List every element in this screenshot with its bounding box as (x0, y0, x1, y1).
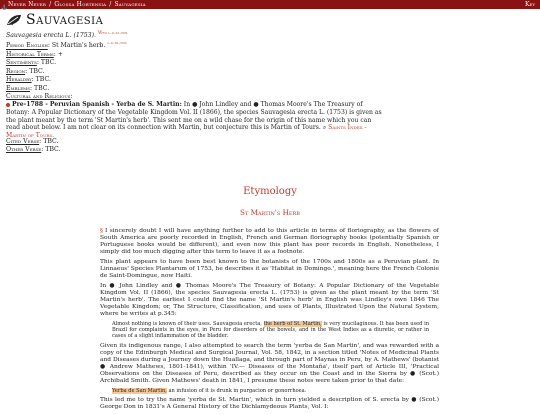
paragraph-anchor-icon[interactable]: § (100, 228, 103, 234)
period-line (6, 40, 386, 50)
qr-icon: ⌕ (322, 124, 327, 132)
quote-text: an infusion of it is drunk in purgacion or gonorrhoea. (166, 387, 307, 394)
paragraph: This plant appears to have been best known to the botanists of the 1700s and 1800s as a Peruvian plant. In Linnaeus' Species Plantarum of 1753, he describes it as 'Habitat in Domingo.', meaning here the French Colonie de Saint-Domingue, now Haiti. (100, 259, 439, 279)
heraldry-line (6, 76, 386, 84)
breadcrumb-sauvagesia[interactable]: Sauvagesia (114, 1, 146, 8)
highlighted-text: Yerba de San Martin, (112, 387, 167, 394)
cited-verse-line (6, 138, 61, 146)
historical-value: : + (53, 50, 63, 58)
etymology-heading: Etymology (243, 186, 297, 197)
binomial-note[interactable]: Wfo l.u.sl.tos (97, 31, 128, 36)
quote-text: Almost nothing is known of their uses. Sauvagesia erecta, (112, 321, 264, 327)
sentiments-value: : TBC. (36, 59, 57, 67)
historical-line (6, 51, 386, 59)
anchor-icon: ⚓ (1, 5, 8, 11)
breadcrumb: Never Never / Glossa Hortensia / Sauvagesia (8, 1, 146, 8)
period-value: : St Martin's herb. (47, 42, 106, 50)
sentiments-line (6, 59, 386, 67)
paragraph (100, 228, 439, 256)
emblems-line (6, 85, 386, 93)
key-link[interactable]: Key (524, 1, 535, 8)
blockquote (112, 388, 429, 394)
other-verse-label[interactable]: Other Verse (6, 146, 42, 154)
binomial-line (6, 30, 386, 40)
heraldry-value: : TBC. (31, 76, 51, 84)
period-label[interactable]: Period English (6, 42, 48, 50)
heraldry-label[interactable]: Heraldry (6, 76, 32, 84)
binomial: Sauvagesia erecta L. (1753). (6, 32, 97, 40)
entry-lead: Pre-1788 - Peruvian Spanish - Yerba de S. Martin: (12, 101, 182, 108)
cited-verse-value: : TBC. (39, 138, 59, 145)
sentiments-label[interactable]: Sentiments (6, 59, 37, 67)
page-header (6, 11, 406, 29)
verse-section (6, 138, 61, 155)
etymology-body (100, 228, 439, 414)
entry-bullet-icon (6, 103, 10, 107)
saints-index-link[interactable]: Saints Index - Martin of Tours. (6, 124, 367, 140)
highlighted-text: the herb of St. Martin, (263, 321, 322, 327)
emblems-label[interactable]: Emblems (6, 84, 30, 92)
blockquote (112, 321, 429, 340)
entry-block (6, 101, 382, 140)
breadcrumb-never-never[interactable]: Never Never (8, 1, 47, 8)
paragraph: In ● John Lindley and ● Thomas Moore's The Treasury of Botany: A Popular Dictionary of the Vegetable Kingdom Vol. II (1866), the species Sauvagesia erecta L. (1753) is given as the plant meant by the term 'St Martin's herb'. The earliest I could find the name 'St Martin's herb' in English was Lindley's own 1846 The Vegetable Kingdom; or, The Structure, Classification, and uses of Plants, Illustrated Upon the Natural System, where he writes at p.345: (100, 283, 439, 317)
period-note[interactable]: l.u.sl.tos (107, 41, 127, 47)
historical-label[interactable]: Historical Terms (6, 50, 54, 58)
other-verse-value: : TBC. (41, 146, 61, 154)
region-value: : TBC. (25, 67, 45, 75)
etymology-subheading: St Martin's Herb (240, 208, 300, 217)
paragraph-text: I sincerely doubt I will have anything further to add to this article in terms of floriography, as the flowers of South America are poorly recorded in English, French and German floriography books (potentially Spanish or Portuguese books would be different), and even now this plant has poor records in English. Nonetheless, I simply did too much digging after this term to leave it as a footnote. (100, 228, 439, 255)
entry-text: In ● John Lindley and ● Thomas Moore's The Treasury of Botany: A Popular Dictionary of the Vegetable Kingdom Vol. II (1866), the species Sauvagesia erecta L. (1753) is given as the plant meant by the term 'St Martin's herb'. This sent me on a wild chase for the origin of this name which you can read about below. I am not clear on its connection with Martin, but conjecture this is Martin of Tours. (6, 101, 382, 132)
other-verse-line (6, 146, 61, 154)
paragraph: This led me to try the name 'yerba de St. Martin', which in turn yielded a description of S. erecta by ● (Scot.) George Don in 1831's A General History of the Dichlamydeous Plants, Vol. I: (100, 396, 439, 410)
meta-section (6, 30, 386, 101)
cultural-label[interactable]: Cultural and Religious (6, 92, 71, 100)
region-line (6, 68, 386, 76)
emblems-value: : TBC. (29, 84, 50, 92)
region-label[interactable]: Region (6, 67, 26, 75)
page-title: Sauvagesia (26, 12, 104, 28)
cultural-value: : (70, 92, 73, 100)
breadcrumb-glossa-hortensia[interactable]: Glossa Hortensia (54, 1, 107, 8)
cited-verse-label[interactable]: Cited Verse (6, 138, 40, 145)
leaf-logo-icon (6, 14, 22, 26)
top-nav-bar (0, 0, 540, 9)
paragraph: Given its indigenous range, I also attempted to search the term 'yerba de San Martin', and was rewarded with a copy of the Edinburgh Medical and Surgical Journal, Vol. 58, 1842, in a section titled 'Notes of Medicinal Plants and Diseases during a Journey down the Huallaga, and through part of Maynas in Peru, by A. Mathews' (botanist ● Andrew Mathews, 1801-1841), within 'IV.— Diseases of the Montaña', itself part of Article III, 'Practical Observations on the Diseases of Peru, described as they occur on the Coast and in the Sierra by ● (Scot.) Archibald Smith. Given Mathews' death in 1841, I presume these notes were taken prior to that date: (100, 342, 439, 384)
quote-text: is very mucilaginous. It has been used in Brazil for complaints in the eyes, in Peru for disorders of the bowels, and in the West Indies as a diuretic, or rather in cases of a slight inflammation of the bladder. (112, 321, 429, 340)
